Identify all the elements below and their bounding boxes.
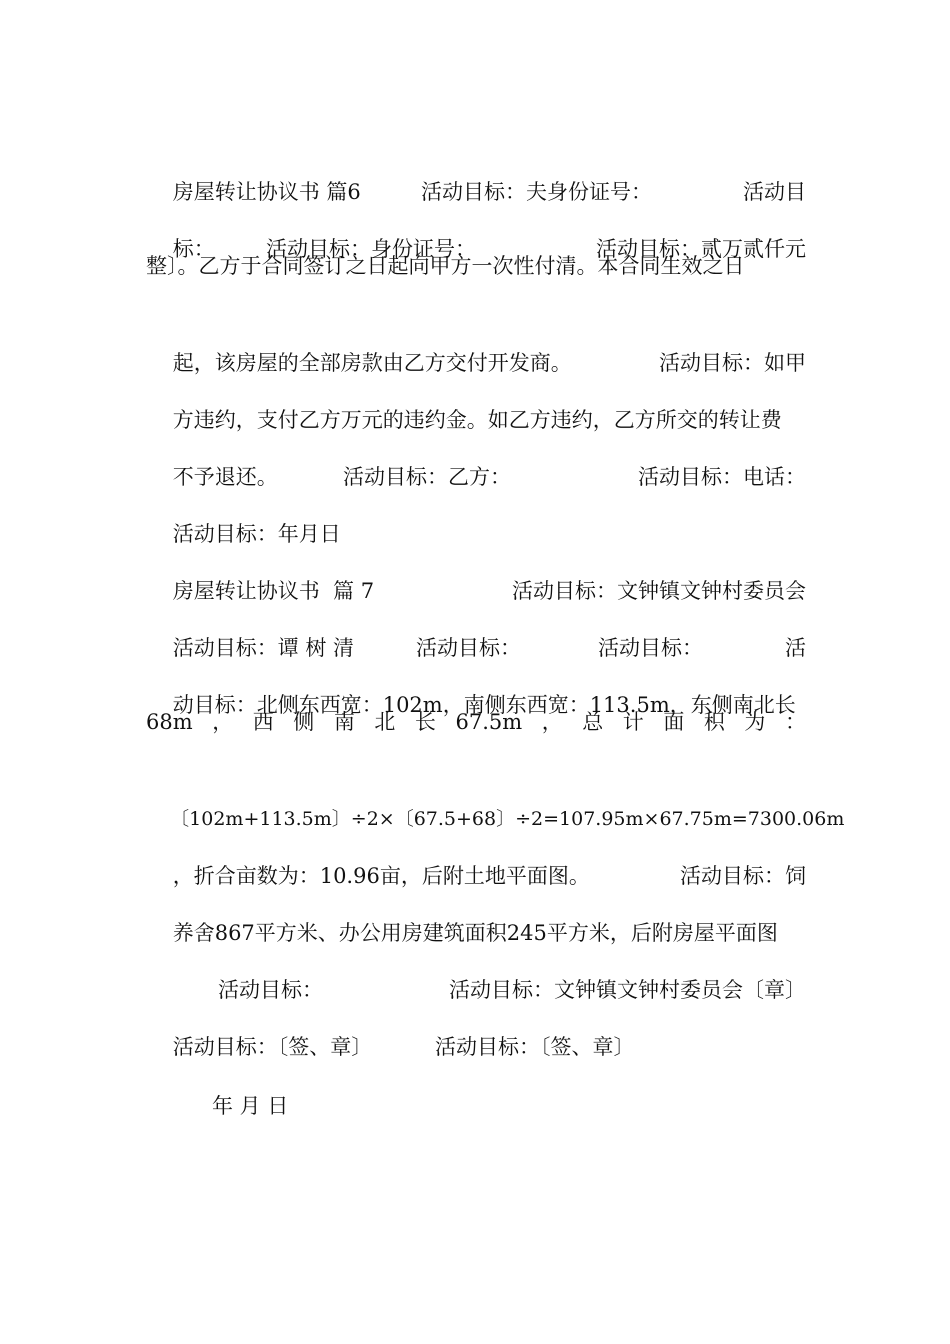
text-segment: 活动目标：	[218, 978, 323, 1002]
doc-line-6	[146, 417, 806, 489]
text-segment: 活动目标：如甲	[659, 351, 806, 375]
doc-line-5	[146, 360, 806, 432]
text-segment: 活动目标：身份证号：	[266, 237, 476, 261]
text-segment: 南	[333, 710, 355, 734]
text-segment: 动目标：北侧东西宽：102m，南侧东西宽：113.5m，东侧南北长	[172, 693, 796, 717]
doc-line-10	[146, 645, 806, 717]
text-segment: 活动目标：〔签、章〕	[172, 1035, 373, 1059]
text-segment: ，折合亩数为：10.96亩，后附土地平面图。	[172, 864, 590, 888]
text-segment: 长	[414, 710, 436, 734]
text-segment: ：	[784, 710, 806, 734]
text-segment: 北	[374, 710, 396, 734]
doc-line-15	[146, 930, 806, 1002]
text-segment: 西	[252, 710, 274, 734]
doc-line-3	[146, 246, 806, 286]
text-segment: 活动目标：乙方：	[343, 465, 511, 489]
text-segment: 活动目标：贰万贰仟元	[596, 237, 806, 261]
text-segment: 为	[744, 710, 766, 734]
text-segment: 活动目标：夫身份证号：	[421, 180, 652, 204]
doc-line-14	[146, 873, 806, 945]
text-segment: 活动目标：〔签、章〕	[435, 1035, 635, 1059]
text-segment: 67.5m	[455, 710, 523, 734]
text-segment: 总	[582, 710, 604, 734]
text-segment: 标：	[172, 237, 215, 261]
text-segment: ，	[212, 710, 234, 734]
text-segment: 活动目标：年月日	[172, 522, 341, 546]
doc-line-1	[146, 132, 806, 204]
text-segment: 活动目标：文钟镇文钟村委员会	[512, 579, 806, 603]
text-segment: 活	[785, 636, 806, 660]
section-6-title: 房屋转让协议书 篇6	[172, 180, 361, 204]
text-segment: 方违约，支付乙方万元的违约金。如乙方违约，乙方所交的转让费	[172, 408, 782, 432]
text-segment: 侧	[293, 710, 315, 734]
text-segment: 计	[622, 710, 644, 734]
text-segment: 养舍867平方米、办公用房建筑面积245平方米，后附房屋平面图	[172, 921, 778, 945]
text-segment: 起，该房屋的全部房款由乙方交付开发商。	[172, 351, 572, 375]
doc-line-11	[146, 702, 806, 742]
doc-line-17	[146, 1046, 806, 1118]
text-segment: 活动目标：	[598, 636, 703, 660]
text-segment: 积	[703, 710, 725, 734]
text-segment: 面	[663, 710, 685, 734]
text-segment: 整〕。乙方于合同签订之日起向甲方一次性付清。本合同生效之日	[146, 254, 745, 278]
doc-line-12	[146, 759, 845, 830]
formula-text: 〔102m+113.5m〕÷2×〔67.5+68〕÷2=107.95m×67.75m=7300.06m	[170, 808, 845, 830]
text-segment: 不予退还。	[172, 465, 278, 489]
doc-line-9	[146, 588, 806, 660]
doc-line-4	[146, 303, 806, 375]
doc-line-2	[146, 189, 806, 261]
doc-line-7	[146, 474, 806, 546]
text-segment: ，	[541, 710, 563, 734]
text-segment: 活动目标：文钟镇文钟村委员会〔章〕	[449, 978, 806, 1002]
doc-line-8	[146, 531, 806, 603]
text-segment: 68m	[146, 710, 193, 734]
text-segment: 活动目标：电话：	[638, 465, 806, 489]
text-segment: 活动目	[743, 180, 806, 204]
date-line: 年 月 日	[212, 1094, 289, 1118]
text-segment: 活动目标：	[416, 636, 521, 660]
doc-line-13	[146, 816, 806, 888]
section-7-title: 房屋转让协议书 篇 7	[172, 579, 375, 603]
doc-line-16	[146, 987, 806, 1059]
text-segment: 活动目标：饲	[680, 864, 806, 888]
text-segment: 活动目标：谭 树 清	[172, 636, 355, 660]
